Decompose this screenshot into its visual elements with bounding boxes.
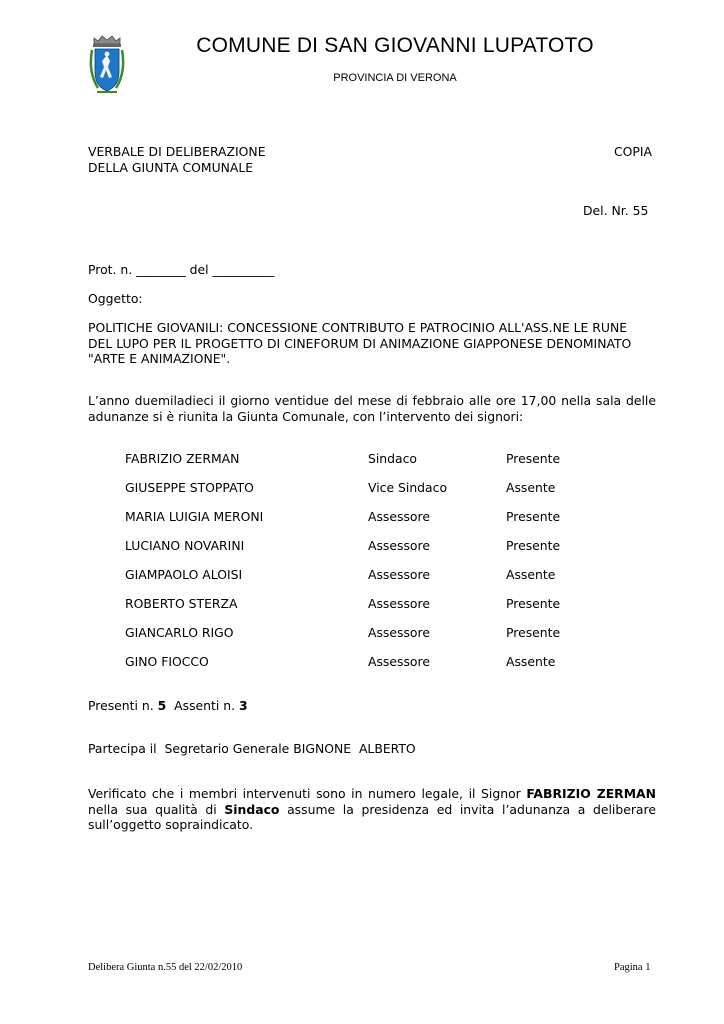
chair-name: FABRIZIO ZERMAN (526, 786, 656, 801)
member-row (125, 625, 595, 641)
secretary-line: Partecipa il Segretario Generale BIGNONE ALBERTO (88, 741, 416, 756)
member-name: MARIA LUIGIA MERONI (125, 509, 264, 524)
member-role: Assessore (368, 625, 430, 640)
member-status: Assente (506, 480, 556, 495)
document-type (88, 144, 266, 175)
member-row (125, 596, 595, 612)
subject-text: POLITICHE GIOVANILI: CONCESSIONE CONTRIBUTO E PATROCINIO ALL'ASS.NE LE RUNE DEL LUPO PER IL PROGETTO DI CINEFORUM DI ANIMAZIONE GIAPPONESE DENOMINATO "ARTE E ANIMAZIONE". (88, 320, 632, 366)
member-status: Presente (506, 509, 561, 524)
member-name: GIAMPAOLO ALOISI (125, 567, 243, 582)
member-name: GINO FIOCCO (125, 654, 209, 669)
deliberation-number: Del. Nr. 55 (583, 203, 649, 218)
closing-text: assume la presidenza ed invita l’adunanza a deliberare sull’oggetto sopraindicato. (88, 801, 656, 832)
closing-text: Verificato che i membri intervenuti sono in numero legale, il Signor (88, 786, 521, 801)
member-status: Presente (506, 451, 561, 466)
attendance-summary (88, 698, 248, 714)
chair-role: Sindaco (224, 801, 280, 817)
closing-text: nella sua qualità di (88, 801, 217, 817)
member-role: Sindaco (368, 451, 418, 466)
member-row (125, 538, 595, 554)
member-status: Assente (506, 654, 556, 669)
copy-label: COPIA (614, 144, 653, 159)
member-row (125, 480, 595, 496)
absent-label: Assenti n. (174, 698, 236, 713)
member-name: GIUSEPPE STOPPATO (125, 480, 254, 495)
member-row (125, 509, 595, 525)
member-name: ROBERTO STERZA (125, 596, 238, 611)
subject-label: Oggetto: (88, 291, 143, 306)
page-title: COMUNE DI SAN GIOVANNI LUPATOTO (196, 34, 594, 57)
present-count: 5 (157, 698, 167, 713)
member-status: Presente (506, 625, 561, 640)
province-subtitle: PROVINCIA DI VERONA (333, 72, 457, 84)
page-number: Pagina 1 (614, 962, 651, 973)
member-status: Presente (506, 596, 561, 611)
footer-reference: Delibera Giunta n.55 del 22/02/2010 (88, 962, 243, 973)
member-row (125, 451, 595, 467)
member-status: Presente (506, 538, 561, 553)
member-role: Assessore (368, 596, 430, 611)
member-role: Assessore (368, 509, 430, 524)
member-name: GIANCARLO RIGO (125, 625, 234, 640)
member-row (125, 654, 595, 670)
municipal-crest-icon (88, 34, 126, 96)
member-role: Assessore (368, 567, 430, 582)
member-status: Assente (506, 567, 556, 582)
present-label: Presenti n. (88, 698, 154, 713)
document-type-line: DELLA GIUNTA COMUNALE (88, 159, 254, 175)
member-role: Vice Sindaco (368, 480, 448, 495)
member-name: FABRIZIO ZERMAN (125, 451, 240, 466)
closing-paragraph (88, 786, 656, 833)
absent-count: 3 (239, 698, 248, 713)
intro-paragraph: L’anno duemiladieci il giorno ventidue del mese di febbraio alle ore 17,00 nella sala delle adunanze si è riunita la Giunta Comunale, con l’intervento dei signori: (88, 393, 656, 424)
document-type-line: VERBALE DI DELIBERAZIONE (88, 144, 266, 159)
member-role: Assessore (368, 654, 430, 669)
protocol-line: Prot. n. ________ del __________ (88, 262, 275, 277)
member-name: LUCIANO NOVARINI (125, 538, 245, 553)
member-row (125, 567, 595, 583)
member-role: Assessore (368, 538, 430, 553)
